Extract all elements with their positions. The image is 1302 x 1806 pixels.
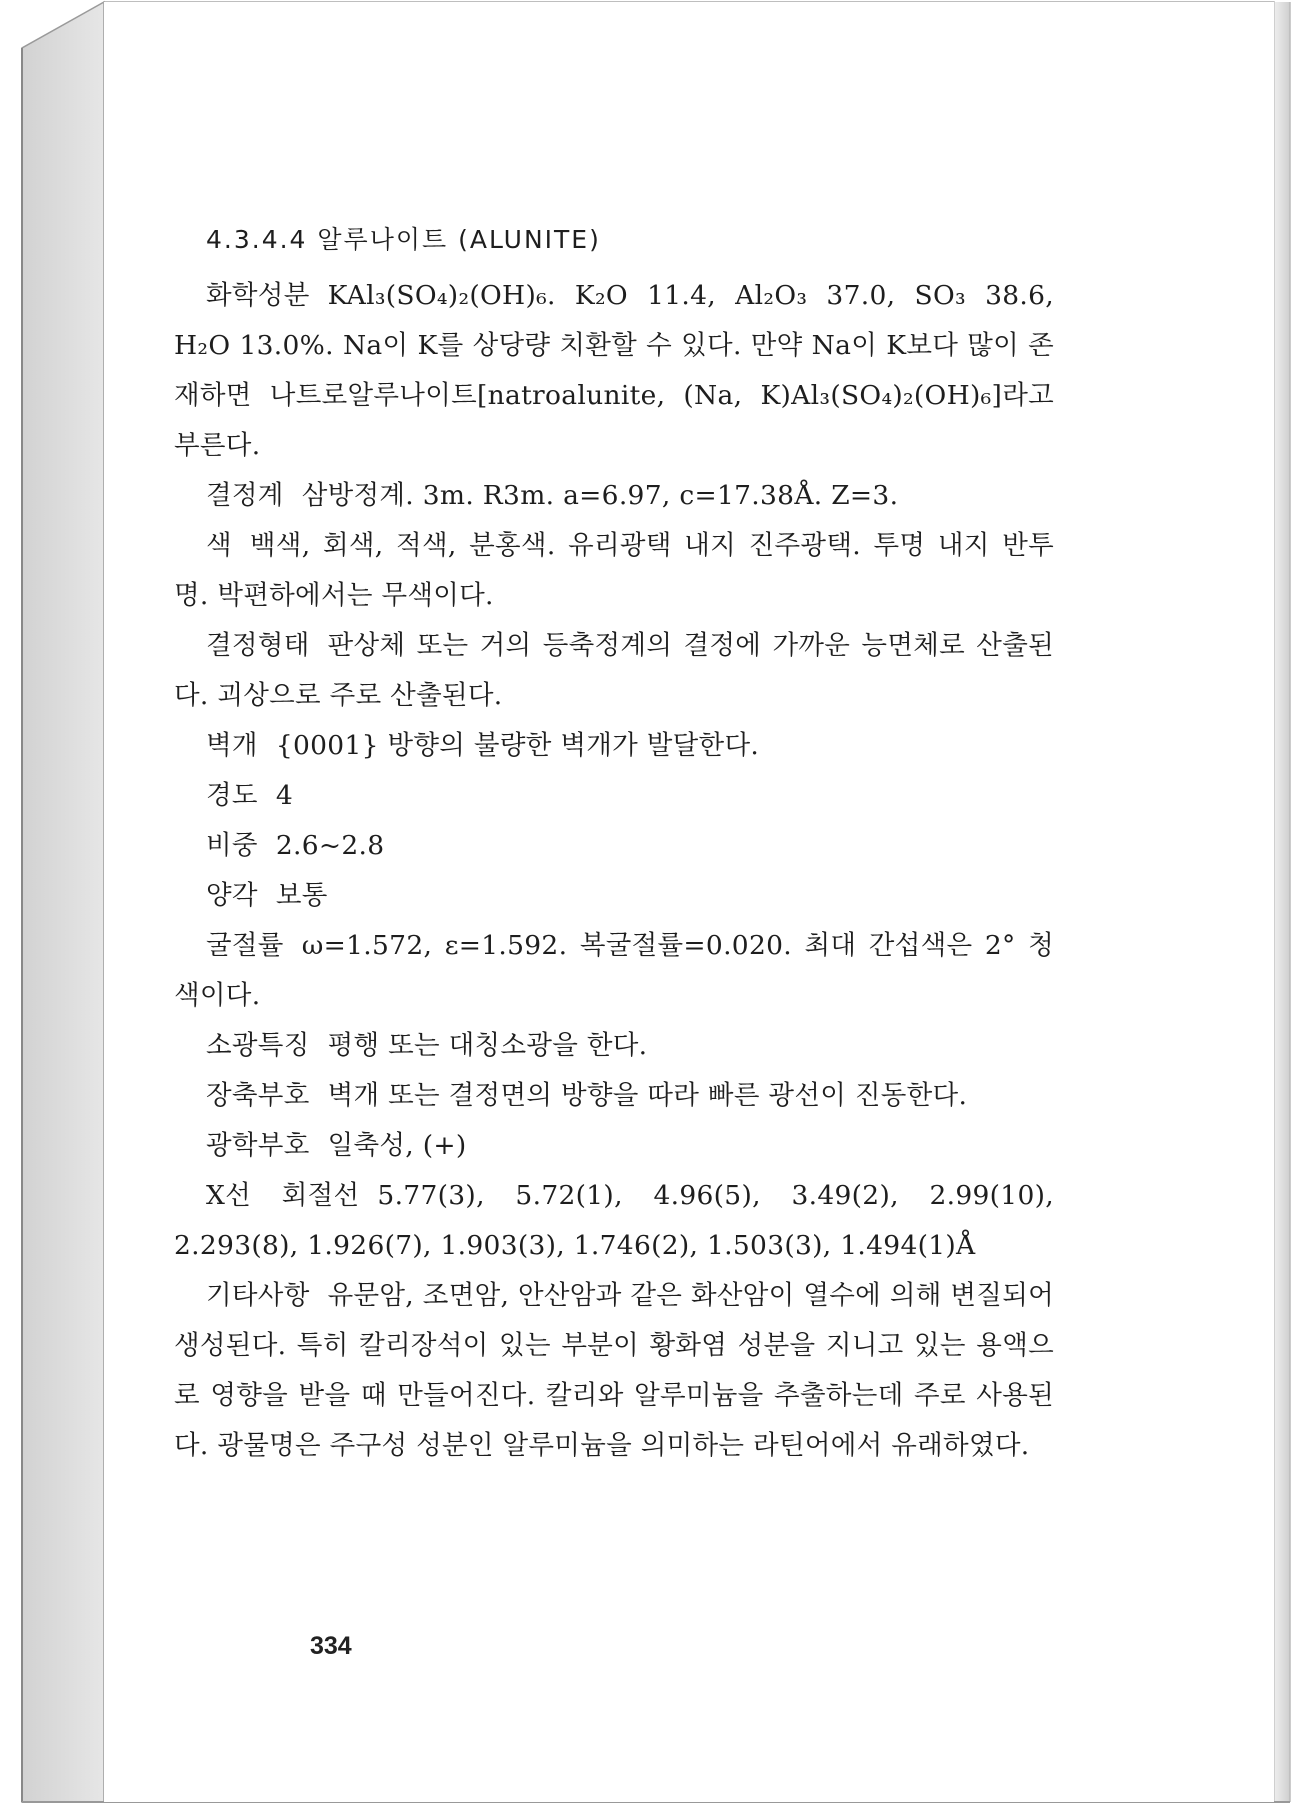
property-text: 보통: [275, 880, 328, 911]
property-paragraph: [174, 921, 1054, 1021]
property-text: 2.6~2.8: [275, 830, 385, 861]
property-text: 벽개 또는 결정면의 방향을 따라 빠른 광선이 진동한다.: [327, 1080, 968, 1111]
property-paragraph: [174, 471, 1054, 521]
page-content: [174, 223, 1054, 1471]
property-paragraph: [174, 771, 1054, 821]
section-heading: 4.3.4.4 알루나이트 (ALUNITE): [206, 225, 601, 254]
property-text: 평행 또는 대칭소광을 한다.: [327, 1030, 648, 1061]
property-text: KAl₃(SO₄)₂(OH)₆. K₂O 11.4, Al₂O₃ 37.0, SO₃ 38.6, H₂O 13.0%. Na이 K를 상당량 치환할 수 있다. 만약 Na이 K보다 많이 존재하면 나트로알루나이트[natroalunite, (Na, K)Al₃(SO₄)₂(OH)₆]라고 부른다.: [174, 280, 1054, 461]
property-text: 5.77(3), 5.72(1), 4.96(5), 3.49(2), 2.99(10), 2.293(8), 1.926(7), 1.903(3), 1.746(2), 1.503(3), 1.494(1)Å: [174, 1180, 1054, 1261]
property-text: 일축성, (+): [327, 1130, 467, 1161]
property-label: 색: [206, 530, 232, 561]
property-text: 삼방정계. 3m. R3m. a=6.97, c=17.38Å. Z=3.: [301, 480, 899, 511]
property-paragraph: [174, 1121, 1054, 1171]
property-paragraph: [174, 721, 1054, 771]
property-label: 결정형태: [206, 630, 310, 661]
property-text: ω=1.572, ε=1.592. 복굴절률=0.020. 최대 간섭색은 2° 청색이다.: [174, 930, 1054, 1011]
property-label: 경도: [206, 780, 258, 811]
property-label: X선 회절선: [206, 1180, 360, 1211]
property-label: 비중: [206, 830, 258, 861]
property-paragraph: [174, 821, 1054, 871]
property-paragraph: [174, 1271, 1054, 1471]
property-paragraph: [174, 1171, 1054, 1271]
property-label: 양각: [206, 880, 258, 911]
page-number: 334: [310, 1632, 352, 1660]
property-label: 화학성분: [206, 280, 310, 311]
property-label: 광학부호: [206, 1130, 310, 1161]
property-paragraph: [174, 521, 1054, 621]
property-paragraph: [174, 621, 1054, 721]
property-paragraph: [174, 271, 1054, 471]
property-label: 기타사항: [206, 1280, 310, 1311]
property-label: 소광특징: [206, 1030, 310, 1061]
property-text: {0001} 방향의 불량한 벽개가 발달한다.: [275, 730, 760, 761]
mineral-properties: [174, 271, 1054, 1471]
property-paragraph: [174, 1021, 1054, 1071]
property-paragraph: [174, 871, 1054, 921]
property-text: 판상체 또는 거의 등축정계의 결정에 가까운 능면체로 산출된다. 괴상으로 주로 산출된다.: [174, 630, 1054, 711]
property-label: 장축부호: [206, 1080, 310, 1111]
book-spine: [22, 2, 104, 1802]
property-text: 유문암, 조면암, 안산암과 같은 화산암이 열수에 의해 변질되어 생성된다. 특히 칼리장석이 있는 부분이 황화염 성분을 지니고 있는 용액으로 영향을 받을 때 만들어진다. 칼리와 알루미늄을 추출하는데 주로 사용된다. 광물명은 주구성 성분인 알루미늄을 의미하는 라틴어에서 유래하였다.: [174, 1280, 1054, 1461]
property-label: 벽개: [206, 730, 258, 761]
property-label: 결정계: [206, 480, 284, 511]
property-text: 백색, 회색, 적색, 분홍색. 유리광택 내지 진주광택. 투명 내지 반투명. 박편하에서는 무색이다.: [174, 530, 1054, 611]
property-label: 굴절률: [206, 930, 284, 961]
property-paragraph: [174, 1071, 1054, 1121]
property-text: 4: [275, 780, 293, 811]
